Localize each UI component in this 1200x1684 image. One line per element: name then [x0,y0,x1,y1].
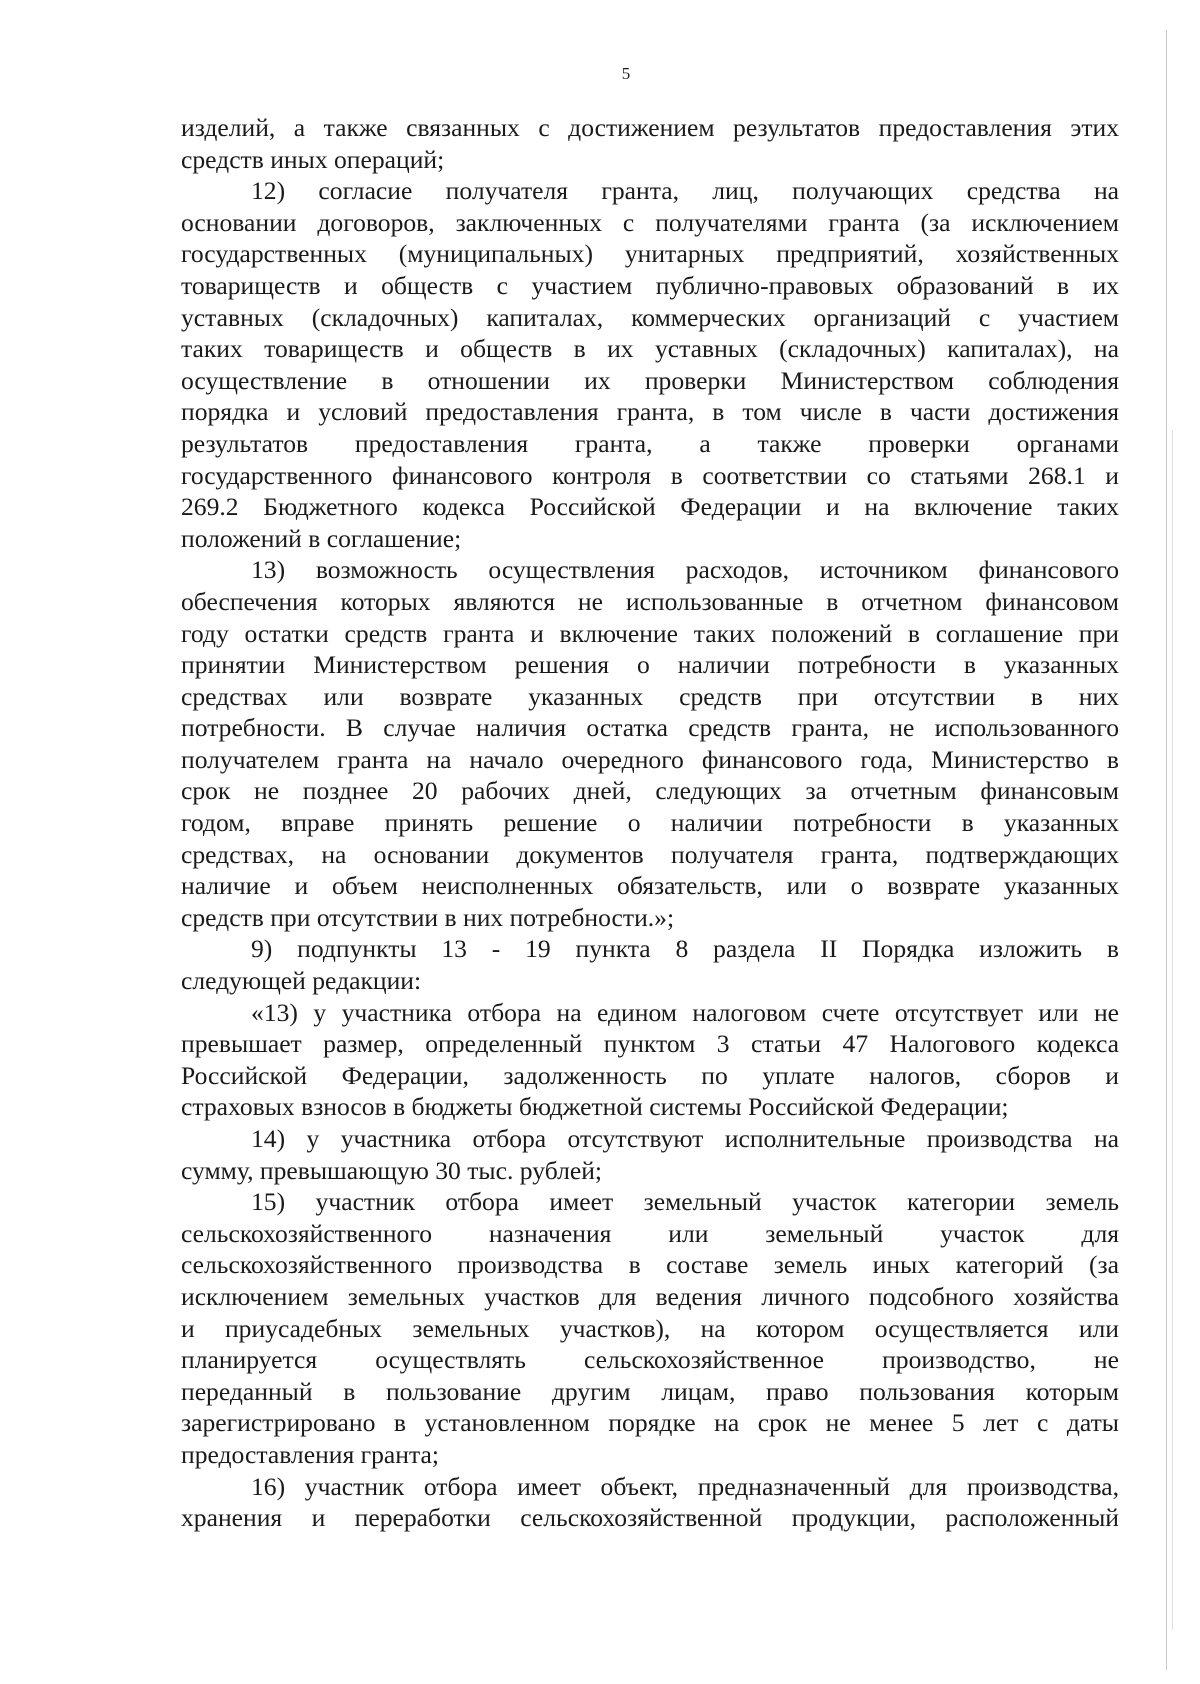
text-line: средств при отсутствии в них потребности.»; [181,902,675,932]
text-line: исключением земельных участков для ведения личного подсобного хозяйства [181,1281,1119,1311]
text-line: обеспечения которых являются не использованные в отчетном финансовом [181,586,1119,616]
text-line: сельскохозяйственного назначения или земельный участок для [181,1218,1119,1248]
text-line: сумму, превышающую 30 тыс. рублей; [181,1155,603,1185]
text-line: положений в соглашение; [181,523,462,553]
text-line: следующей редакции: [181,966,422,996]
scan-edge-line [1166,30,1167,1670]
text-line: 15) участник отбора имеет земельный участок категории земель [251,1187,1119,1217]
text-line: осуществление в отношении их проверки Министерством соблюдения [181,365,1119,395]
text-line: принятии Министерством решения о наличии потребности в указанных [181,650,1119,680]
text-line: государственного финансового контроля в соответствии со статьями 268.1 и [181,460,1119,490]
text-line: 16) участник отбора имеет объект, предназначенный для производства, [251,1471,1119,1501]
text-line: страховых взносов в бюджеты бюджетной системы Российской Федерации; [181,1092,1009,1122]
document-body [181,112,1119,1534]
text-line: «13) у участника отбора на едином налоговом счете отсутствует или не [251,997,1119,1027]
text-line: изделий, а также связанных с достижением результатов предоставления этих [181,113,1119,142]
text-line: потребности. В случае наличия остатка средств гранта, не использованного [181,713,1119,743]
text-line: 9) подпункты 13 - 19 пункта 8 раздела II Порядка изложить в [251,934,1119,964]
text-line: Российской Федерации, задолженность по уплате налогов, сборов и [181,1060,1119,1090]
text-line: и приусадебных земельных участков), на котором осуществляется или [181,1313,1119,1343]
text-line: сельскохозяйственного производства в составе земель иных категорий (за [181,1250,1119,1280]
text-line: результатов предоставления гранта, а также проверки органами [181,428,1119,458]
text-line: наличие и объем неисполненных обязательств, или о возврате указанных [181,871,1119,901]
text-line: превышает размер, определенный пунктом 3 статьи 47 Налогового кодекса [181,1029,1119,1059]
text-line: средств иных операций; [181,144,445,174]
text-line: 12) согласие получателя гранта, лиц, получающих средства на [251,176,1119,206]
text-line: государственных (муниципальных) унитарных предприятий, хозяйственных [181,239,1119,269]
text-line: 14) у участника отбора отсутствуют исполнительные производства на [251,1124,1119,1153]
text-line: зарегистрировано в установленном порядке на срок не менее 5 лет с даты [181,1408,1119,1438]
text-line: товариществ и обществ с участием публично-правовых образований в их [181,270,1119,300]
text-line: предоставления гранта; [181,1439,439,1469]
text-line: году остатки средств гранта и включение таких положений в соглашение при [181,618,1119,648]
scan-edge-line-secondary [1172,430,1173,1630]
text-line: годом, вправе принять решение о наличии потребности в указанных [181,808,1119,838]
text-line: таких товариществ и обществ в их уставных (складочных) капиталах), на [181,334,1119,364]
text-line: средствах, на основании документов получателя гранта, подтверждающих [181,839,1119,869]
text-line: средствах или возврате указанных средств при отсутствии в них [181,681,1119,711]
text-line: основании договоров, заключенных с получателями гранта (за исключением [181,207,1119,237]
text-line: получателем гранта на начало очередного финансового года, Министерство в [181,744,1119,774]
page-number: 5 [621,64,631,83]
text-line: 269.2 Бюджетного кодекса Российской Федерации и на включение таких [181,492,1119,522]
text-line: переданный в пользование другим лицам, право пользования которым [181,1376,1119,1406]
text-line: срок не позднее 20 рабочих дней, следующих за отчетным финансовым [181,776,1119,806]
text-line: хранения и переработки сельскохозяйственной продукции, расположенный [181,1503,1119,1533]
text-line: уставных (складочных) капиталах, коммерческих организаций с участием [181,302,1119,332]
text-line: порядка и условий предоставления гранта, в том числе в части достижения [181,397,1119,427]
text-line: 13) возможность осуществления расходов, источником финансового [251,555,1119,585]
text-line: планируется осуществлять сельскохозяйственное производство, не [181,1345,1119,1375]
